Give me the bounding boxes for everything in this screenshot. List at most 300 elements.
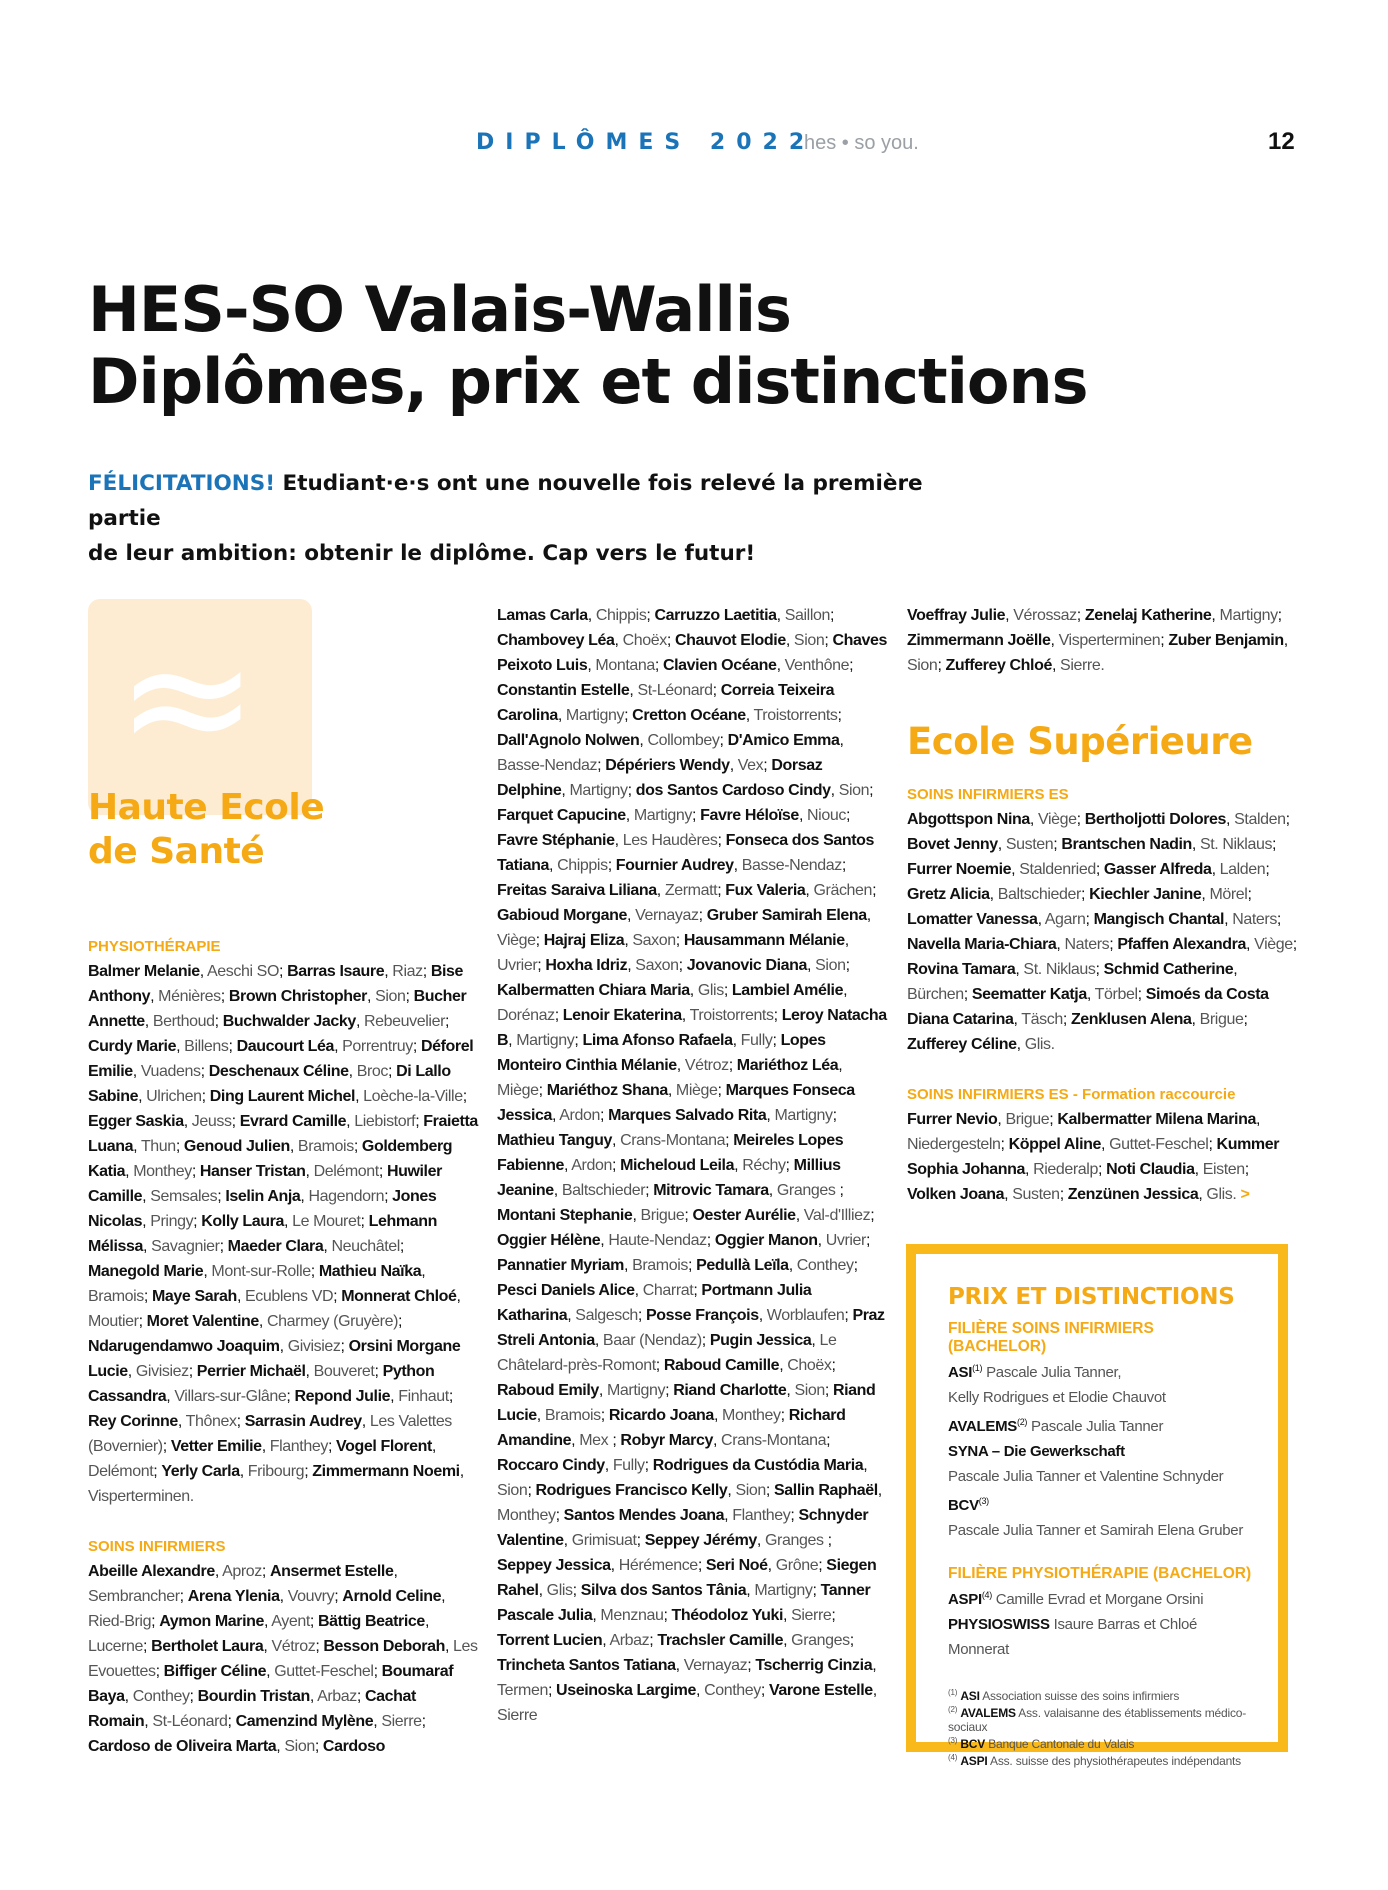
person-location: Ménières <box>158 988 221 1005</box>
person-location: Glis. <box>1024 1036 1055 1053</box>
prix-item <box>948 1583 1254 1612</box>
person-location: Sion <box>735 1482 766 1499</box>
person-name: Schnyder Valentine <box>497 1507 869 1549</box>
person-name: Zimmermann Joëlle <box>907 632 1051 649</box>
person-location: Loèche-la-Ville <box>363 1088 463 1105</box>
person-location: Finhaut <box>398 1388 449 1405</box>
person-location: Martigny <box>774 1107 833 1124</box>
person-name: Gabioud Morgane <box>497 907 628 924</box>
person-name: Lenoir Ekaterina <box>562 1007 682 1024</box>
person-name: Sallin Raphaël <box>774 1482 878 1499</box>
person-name: Gasser Alfreda <box>1103 861 1212 878</box>
person-name: Bourdin Tristan <box>197 1688 310 1705</box>
footnote-abbr: AVALEMS <box>960 1706 1016 1720</box>
person-name: Rodrigues da Custódia Maria <box>652 1457 864 1474</box>
footnote-ref: (2) <box>948 1705 958 1714</box>
person-location: Conthey <box>704 1682 761 1699</box>
person-name: Boumaraf Baya <box>88 1663 454 1705</box>
person-location: Sion <box>284 1738 315 1755</box>
person-location: Brigue <box>1005 1111 1050 1128</box>
person-location: Givisiez <box>287 1338 341 1355</box>
person-location: Vex <box>737 757 764 774</box>
person-location: Martigny <box>754 1582 813 1599</box>
person-location: Martigny <box>633 807 692 824</box>
page-number: 12 <box>1268 128 1295 155</box>
person-name: Barras Isaure <box>287 963 385 980</box>
person-location: Montana <box>595 657 655 674</box>
person-name: Schmid Catherine <box>1103 961 1234 978</box>
person-location: Moutier <box>88 1313 139 1330</box>
person-name: Ndarugendamwo Joaquim <box>88 1338 280 1355</box>
person-location: Delémont <box>88 1463 154 1480</box>
person-location: Sion <box>375 988 406 1005</box>
person-location: Chippis <box>595 607 647 624</box>
person-name: Santos Mendes Joana <box>563 1507 725 1524</box>
person-location: Glis <box>697 982 724 999</box>
person-name: Chauvot Elodie <box>674 632 786 649</box>
person-name: Silva dos Santos Tânia <box>580 1582 747 1599</box>
school-badge <box>88 599 312 815</box>
lead-paragraph <box>88 466 988 571</box>
prix-winners: Pascale Julia Tanner et Samirah Elena Gruber <box>948 1522 1244 1539</box>
person-location: Baltschieder <box>561 1182 646 1199</box>
person-name: Volken Joana <box>907 1186 1005 1203</box>
prix-winners: Kelly Rodrigues et Elodie Chauvot <box>948 1389 1166 1406</box>
person-name: Mathieu Naïka <box>318 1263 422 1280</box>
person-name: Riand Lucie <box>497 1382 876 1424</box>
person-name: Cretton Océane <box>632 707 746 724</box>
more-arrow-icon: > <box>1240 1186 1250 1203</box>
person-location: Jeuss <box>191 1113 232 1130</box>
person-location: Uvrier <box>497 957 538 974</box>
person-location: Les Evouettes <box>88 1638 478 1680</box>
person-location: Naters <box>1232 911 1277 928</box>
footnote-abbr: ASI <box>960 1689 980 1703</box>
es-short-list: Furrer Nevio, Brigue; Kalbermatter Milena Marina, Niedergesteln; Köppel Aline, Guttet-Feschel; Kummer Sophia Johanna, Riederalp; Noti Claudia, Eisten; Volken Joana, Susten; Zenzünen Jessica, Glis. > <box>907 1111 1280 1203</box>
prix-org: AVALEMS <box>948 1418 1018 1435</box>
person-location: Pringy <box>150 1213 194 1230</box>
person-name: Rovina Tamara <box>907 961 1016 978</box>
person-location: Monthey <box>133 1163 192 1180</box>
person-name: Ding Laurent Michel <box>209 1088 356 1105</box>
person-location: Neuchâtel <box>331 1238 400 1255</box>
person-name: Posse François <box>646 1307 759 1324</box>
person-location: Choëx <box>787 1357 832 1374</box>
person-name: Bise Anthony <box>88 963 464 1005</box>
person-location: Mörel <box>1209 886 1248 903</box>
person-name: Bertholjotti Dolores <box>1084 811 1227 828</box>
person-name: Lehmann Mélissa <box>88 1213 437 1255</box>
person-name: Mariéthoz Léa <box>736 1057 839 1074</box>
person-location: Fully <box>740 1032 773 1049</box>
person-location: Baar (Nendaz) <box>602 1332 702 1349</box>
header-brand: hes • so you. <box>804 132 919 154</box>
person-name: Python Cassandra <box>88 1363 435 1405</box>
prix-winners-line <box>948 1385 1254 1410</box>
person-location: Staldenried <box>1019 861 1096 878</box>
person-name: Fraietta Luana <box>88 1113 478 1155</box>
person-name: Mangisch Chantal <box>1093 911 1225 928</box>
person-name: Mathieu Tanguy <box>497 1132 612 1149</box>
person-location: Grächen <box>813 882 873 899</box>
person-name: Cardoso de Oliveira Marta <box>88 1738 277 1755</box>
person-name: Ansermet Estelle <box>270 1563 394 1580</box>
school-title <box>88 786 324 874</box>
person-name: Pedullà Leïla <box>696 1257 789 1274</box>
person-name: Chambovey Léa <box>497 632 615 649</box>
person-location: Chippis <box>557 857 608 874</box>
person-name: Gruber Samirah Elena <box>706 907 867 924</box>
person-location: Haute-Nendaz <box>608 1232 707 1249</box>
person-location: Conthey <box>132 1688 190 1705</box>
page-title-line1: HES-SO Valais-Wallis <box>88 273 791 346</box>
person-name: Favre Héloïse <box>700 807 799 824</box>
person-name: Richard Amandine <box>497 1407 846 1449</box>
prix-winners: Camille Evrad et Morgane Orsini <box>991 1591 1204 1608</box>
person-name: Constantin Estelle <box>497 682 630 699</box>
person-name: Lamas Carla <box>497 607 588 624</box>
person-location: Visperterminen <box>1058 632 1161 649</box>
person-location: Uvrier <box>825 1232 866 1249</box>
person-name: Siegen Rahel <box>497 1557 877 1599</box>
person-location: Savagnier <box>151 1238 220 1255</box>
person-location: Troistorrents <box>689 1007 774 1024</box>
person-name: Trachsler Camille <box>657 1632 784 1649</box>
person-name: Zuber Benjamin <box>1168 632 1284 649</box>
person-location: Aeschi SO <box>207 963 280 980</box>
prix-box <box>906 1244 1288 1768</box>
person-name: Chaves Peixoto Luis <box>497 632 887 674</box>
person-location: Crans-Montana <box>721 1432 827 1449</box>
person-location: Ecublens VD <box>245 1288 334 1305</box>
page-title <box>88 274 1088 418</box>
person-name: Zimmermann Noemi <box>312 1463 460 1480</box>
footnote-text: Ass. valaisanne des établissements médico-sociaux <box>948 1706 1247 1734</box>
es-short-sub: - Formation raccourcie <box>1068 1086 1236 1103</box>
person-location: Sion <box>907 657 938 674</box>
person-location: Bramois <box>632 1257 688 1274</box>
footnote-text: Association suisse des soins infirmiers <box>979 1689 1180 1703</box>
person-name: Di Lallo Sabine <box>88 1063 451 1105</box>
person-name: Repond Julie <box>294 1388 391 1405</box>
person-name: Furrer Nevio <box>907 1111 998 1128</box>
person-location: Miège <box>675 1082 718 1099</box>
person-location: Choëx <box>622 632 667 649</box>
person-location: Termen <box>497 1682 548 1699</box>
person-location: Flanthey <box>732 1507 791 1524</box>
person-location: Berthoud <box>152 1013 215 1030</box>
footnote <box>948 1751 1254 1768</box>
person-name: Hanser Tristan <box>199 1163 306 1180</box>
person-location: Susten <box>1012 1186 1060 1203</box>
prix-winners: Pascale Julia Tanner, <box>982 1364 1122 1381</box>
person-name: Trincheta Santos Tatiana <box>497 1657 676 1674</box>
person-name: Daucourt Léa <box>236 1038 335 1055</box>
person-name: Camenzind Mylène <box>235 1713 374 1730</box>
header-title: DIPLÔMES 2022 <box>476 130 816 155</box>
person-name: Pesci Daniels Alice <box>497 1282 635 1299</box>
person-name: Besson Deborah <box>323 1638 445 1655</box>
person-location: Menznau <box>600 1607 664 1624</box>
person-name: Tanner Pascale Julia <box>497 1582 871 1624</box>
person-location: Brigue <box>640 1207 685 1224</box>
person-name: Lomatter Vanessa <box>907 911 1038 928</box>
person-location: Sierre. <box>1060 657 1105 674</box>
person-location: Bramois <box>544 1407 601 1424</box>
person-name: Leroy Natacha B <box>497 1007 887 1049</box>
person-name: Rey Corinne <box>88 1413 178 1430</box>
person-location: Martigny <box>1219 607 1278 624</box>
wave-icon: ≈ <box>116 599 259 797</box>
person-location: Villars-sur-Glâne <box>174 1388 287 1405</box>
person-name: Maeder Clara <box>227 1238 324 1255</box>
person-name: Monnerat Chloé <box>341 1288 457 1305</box>
person-location: Bramois <box>297 1138 354 1155</box>
person-name: Mariéthoz Shana <box>546 1082 668 1099</box>
person-name: Brantschen Nadin <box>1061 836 1192 853</box>
person-name: Kiechler Janine <box>1089 886 1202 903</box>
person-location: Viège <box>497 932 536 949</box>
soins-list-part2: Lamas Carla, Chippis; Carruzzo Laetitia, Saillon; Chambovey Léa, Choëx; Chauvot Elodie, Sion; Chaves Peixoto Luis, Montana; Clavien Océane, Venthône; Constantin Estelle, St-Léonard; Correia Teixeira Carolina, Martigny; Cretton Océane, Troistorrents; Dall'Agnolo Nolwen, Collombey; D'Amico Emma, Basse-Nendaz; Dépériers Wendy, Vex; Dorsaz Delphine, Martigny; dos Santos Cardoso Cindy, Sion; Farquet Capucine, Martigny; Favre Héloïse, Niouc; Favre Stéphanie, Les Haudères; Fonseca dos Santos Tatiana, Chippis; Fournier Audrey, Basse-Nendaz; Freitas Saraiva Liliana, Zermatt; Fux Valeria, Grächen; Gabioud Morgane, Vernayaz; Gruber Samirah Elena, Viège; Hajraj Eliza, Saxon; Hausammann Mélanie, Uvrier; Hoxha Idriz, Saxon; Jovanovic Diana, Sion; Kalbermatten Chiara Maria, Glis; Lambiel Amélie, Dorénaz; Lenoir Ekaterina, Troistorrents; Leroy Natacha B, Martigny; Lima Afonso Rafaela, Fully; Lopes Monteiro Cinthia Mélanie, Vétroz; Mariéthoz Léa, Miège; Mariéthoz Shana, Miège; Marques Fonseca Jessica, Ardon; Marques Salvado Rita, Martigny; Mathieu Tanguy, Crans-Montana; Meireles Lopes Fabienne, Ardon; Micheloud Leila, Réchy; Millius Jeanine, Baltschieder; Mitrovic Tamara, Granges ; Montani Stephanie, Brigue; Oester Aurélie, Val-d'Illiez; Oggier Hélène, Haute-Nendaz; Oggier Manon, Uvrier; Pannatier Myriam, Bramois; Pedullà Leïla, Conthey; Pesci Daniels Alice, Charrat; Portmann Julia Katharina, Salgesch; Posse François, Worblaufen; Praz Streli Antonia, Baar (Nendaz); Pugin Jessica, Le Châtelard-près-Romont; Raboud Camille, Choëx; Raboud Emily, Martigny; Riand Charlotte, Sion; Riand Lucie, Bramois; Ricardo Joana, Monthey; Richard Amandine, Mex ; Robyr Marcy, Crans-Montana; Roccaro Cindy, Fully; Rodrigues da Custódia Maria, Sion; Rodrigues Francisco Kelly, Sion; Sallin Raphaël, Monthey; Santos Mendes Joana, Flanthey; Schnyder Valentine, Grimisuat; Seppey Jérémy, Granges ; Seppey Jessica, Hérémence; Seri Noé, Grône; Siegen Rahel, Glis; Silva dos Santos Tânia, Martigny; Tanner Pascale Julia, Menznau; Théodoloz Yuki, Sierre; Torrent Lucien, Arbaz; Trachsler Camille, Granges; Trincheta Santos Tatiana, Vernayaz; Tscherrig Cinzia, Termen; Useinoska Largime, Conthey; Varone Estelle, Sierre <box>497 607 887 1724</box>
prix-org: SYNA – Die Gewerkschaft <box>948 1443 1125 1460</box>
person-location: Bouveret <box>313 1363 375 1380</box>
person-location: Martigny <box>606 1382 666 1399</box>
person-name: Zenelaj Katherine <box>1084 607 1212 624</box>
person-location: Broc <box>356 1063 389 1080</box>
person-location: Susten <box>1005 836 1054 853</box>
person-name: Meireles Lopes Fabienne <box>497 1132 844 1174</box>
person-name: Ricardo Joana <box>608 1407 714 1424</box>
person-name: Marques Fonseca Jessica <box>497 1082 855 1124</box>
person-location: Basse-Nendaz <box>497 757 598 774</box>
person-location: Collombey <box>647 732 720 749</box>
person-location: Brigue <box>1199 1011 1244 1028</box>
school-title-line2: de Santé <box>88 831 265 872</box>
prix-item <box>948 1439 1254 1464</box>
person-location: Worblaufen <box>766 1307 845 1324</box>
person-name: Vetter Emilie <box>170 1438 262 1455</box>
person-name: Noti Claudia <box>1106 1161 1195 1178</box>
person-location: Stalden <box>1234 811 1286 828</box>
person-name: Arena Ylenia <box>187 1588 280 1605</box>
person-name: Zufferey Céline <box>907 1036 1017 1053</box>
person-location: Val-d'Illiez <box>803 1207 871 1224</box>
person-name: D'Amico Emma <box>727 732 840 749</box>
person-name: Roccaro Cindy <box>497 1457 605 1474</box>
person-location: Eisten <box>1202 1161 1245 1178</box>
person-location: Niedergesteln <box>907 1136 1001 1153</box>
page-header <box>0 124 1388 164</box>
person-location: Vernayaz <box>635 907 699 924</box>
person-name: Oggier Hélène <box>497 1232 601 1249</box>
person-name: Lopes Monteiro Cinthia Mélanie <box>497 1032 826 1074</box>
person-location: Vétroz <box>271 1638 316 1655</box>
page-title-line2: Diplômes, prix et distinctions <box>88 345 1088 418</box>
prix-item <box>948 1612 1254 1662</box>
person-location: Saxon <box>632 932 676 949</box>
person-location: Zermatt <box>664 882 718 899</box>
person-location: Thun <box>140 1138 176 1155</box>
person-location: Martigny <box>565 707 625 724</box>
prix-winners: Isaure Barras et Chloé Monnerat <box>948 1616 1198 1658</box>
person-location: Vérossaz <box>1013 607 1077 624</box>
person-location: Venthône <box>784 657 850 674</box>
person-name: Manegold Marie <box>88 1263 204 1280</box>
person-location: Billens <box>184 1038 229 1055</box>
footnote-abbr: ASPI <box>960 1754 988 1768</box>
footnote-ref: (3) <box>948 1736 958 1745</box>
footnote-text: Banque Cantonale du Valais <box>985 1737 1135 1751</box>
person-location: Viège <box>1254 936 1293 953</box>
prix-item <box>948 1410 1254 1439</box>
column-1 <box>88 934 478 1759</box>
person-location: Mex <box>579 1432 613 1449</box>
person-location: Troistorrents <box>753 707 838 724</box>
person-name: Fournier Audrey <box>615 857 734 874</box>
lead-accent: FÉLICITATIONS! <box>88 471 276 496</box>
person-location: Glis. <box>1206 1186 1237 1203</box>
section-heading-physio: PHYSIOTHÉRAPIE <box>88 938 221 955</box>
person-name: Cachat Romain <box>88 1688 416 1730</box>
prix-item <box>948 1489 1254 1518</box>
person-name: Déforel Emilie <box>88 1038 474 1080</box>
person-name: Buchwalder Jacky <box>222 1013 356 1030</box>
person-name: Furrer Noemie <box>907 861 1012 878</box>
person-location: Agarn <box>1044 911 1086 928</box>
person-location: St. Niklaus <box>1199 836 1273 853</box>
column-3 <box>907 603 1299 1207</box>
person-location: Salgesch <box>575 1307 638 1324</box>
person-name: Théodoloz Yuki <box>671 1607 783 1624</box>
person-name: Voeffray Julie <box>907 607 1006 624</box>
person-name: Dorsaz Delphine <box>497 757 823 799</box>
prix-org: PHYSIOSWISS <box>948 1616 1050 1633</box>
person-name: Seri Noé <box>705 1557 768 1574</box>
person-location: Ulrichen <box>146 1088 202 1105</box>
footnote <box>948 1703 1254 1734</box>
person-name: Simoés da Costa Diana Catarina <box>907 986 1269 1028</box>
es-short-label: SOINS INFIRMIERS ES <box>907 1086 1069 1103</box>
person-name: Sarrasin Audrey <box>244 1413 362 1430</box>
person-name: Portmann Julia Katharina <box>497 1282 812 1324</box>
person-name: Perrier Michaël <box>196 1363 306 1380</box>
person-name: Deschenaux Céline <box>208 1063 349 1080</box>
prix-org: BCV <box>948 1497 979 1514</box>
person-location: Grimisuat <box>571 1532 637 1549</box>
person-name: Cardoso <box>322 1738 386 1755</box>
person-name: Raboud Emily <box>497 1382 599 1399</box>
person-name: Lambiel Amélie <box>731 982 844 999</box>
person-name: Tscherrig Cinzia <box>755 1657 873 1674</box>
person-name: Iselin Anja <box>225 1188 301 1205</box>
lead-text: Etudiant·e·s ont une nouvelle fois relevé la première partie <box>88 471 923 531</box>
person-name: Marques Salvado Rita <box>608 1107 767 1124</box>
person-name: Zenzünen Jessica <box>1067 1186 1199 1203</box>
person-name: Bucher Annette <box>88 988 467 1030</box>
person-name: Carruzzo Laetitia <box>654 607 777 624</box>
person-name: Millius Jeanine <box>497 1157 841 1199</box>
person-name: Arnold Celine <box>342 1588 442 1605</box>
person-location: Conthey <box>796 1257 854 1274</box>
person-location: Glis <box>546 1582 573 1599</box>
person-location: Ayent <box>271 1613 310 1630</box>
person-location: Porrentruy <box>342 1038 413 1055</box>
prix-org-ref: (1) <box>972 1363 983 1373</box>
person-name: Seppey Jessica <box>497 1557 611 1574</box>
person-name: Pugin Jessica <box>709 1332 812 1349</box>
person-name: Pfaffen Alexandra <box>1117 936 1246 953</box>
person-location: Vouvry <box>287 1588 335 1605</box>
person-location: Flanthey <box>269 1438 328 1455</box>
person-location: Charmey (Gruyère) <box>267 1313 399 1330</box>
person-location: Fully <box>612 1457 645 1474</box>
person-name: Hajraj Eliza <box>543 932 625 949</box>
person-name: Mitrovic Tamara <box>653 1182 769 1199</box>
person-name: Abgottspon Nina <box>907 811 1030 828</box>
person-name: Curdy Marie <box>88 1038 177 1055</box>
prix-section-soins: FILIÈRE SOINS INFIRMIERS (BACHELOR) <box>948 1320 1154 1355</box>
person-name: Vogel Florent <box>336 1438 432 1455</box>
school-title-line1: Haute Ecole <box>88 787 325 828</box>
person-location: Monthey <box>722 1407 781 1424</box>
person-name: Fux Valeria <box>725 882 806 899</box>
person-location: Lalden <box>1219 861 1266 878</box>
person-name: Egger Saskia <box>88 1113 184 1130</box>
person-name: Freitas Saraiva Liliana <box>497 882 657 899</box>
person-name: Farquet Capucine <box>497 807 626 824</box>
person-location: Baltschieder <box>997 886 1081 903</box>
person-name: Montani Stephanie <box>497 1207 633 1224</box>
person-name: Maye Sarah <box>151 1288 237 1305</box>
person-name: Biffiger Céline <box>163 1663 267 1680</box>
prix-winners: Pascale Julia Tanner <box>1027 1418 1164 1435</box>
footnotes <box>948 1686 1254 1768</box>
person-location: Fribourg <box>247 1463 305 1480</box>
person-name: Abeille Alexandre <box>88 1563 215 1580</box>
school-title-es: Ecole Supérieure <box>907 720 1253 763</box>
section-heading-soins: SOINS INFIRMIERS <box>88 1538 226 1555</box>
person-location: Saillon <box>784 607 830 624</box>
person-name: Correia Teixeira Carolina <box>497 682 835 724</box>
person-location: Martigny <box>569 782 628 799</box>
person-location: St-Léonard <box>637 682 713 699</box>
person-location: Saxon <box>635 957 679 974</box>
person-name: Balmer Melanie <box>88 963 200 980</box>
person-location: Niouc <box>807 807 846 824</box>
person-name: Kolly Laura <box>201 1213 284 1230</box>
person-location: Vétroz <box>684 1057 729 1074</box>
person-location: Les Haudères <box>622 832 718 849</box>
person-location: Bramois <box>88 1288 144 1305</box>
prix-winners-line <box>948 1464 1254 1489</box>
person-location: Le Châtelard-près-Romont <box>497 1332 837 1374</box>
person-name: Goldemberg Katia <box>88 1138 453 1180</box>
person-name: Pannatier Myriam <box>497 1257 624 1274</box>
person-name: Torrent Lucien <box>497 1632 603 1649</box>
person-location: Réchy <box>742 1157 786 1174</box>
prix-winners: Pascale Julia Tanner et Valentine Schnyder <box>948 1468 1224 1485</box>
person-location: Les Valettes (Bovernier) <box>88 1413 452 1455</box>
person-name: Clavien Océane <box>662 657 777 674</box>
person-location: Liebistorf <box>354 1113 416 1130</box>
prix-winners-line <box>948 1518 1254 1543</box>
soins-list-part1: Abeille Alexandre, Aproz; Ansermet Estelle, Sembrancher; Arena Ylenia, Vouvry; Arnold Celine, Ried-Brig; Aymon Marine, Ayent; Bättig Beatrice, Lucerne; Bertholet Laura, Vétroz; Besson Deborah, Les Evouettes; Biffiger Céline, Guttet-Feschel; Boumaraf Baya, Conthey; Bourdin Tristan, Arbaz; Cachat Romain, St-Léonard; Camenzind Mylène, Sierre; Cardoso de Oliveira Marta, Sion; Cardoso <box>88 1563 478 1755</box>
prix-section-physio: FILIÈRE PHYSIOTHÉRAPIE (BACHELOR) <box>948 1565 1252 1582</box>
person-location: Törbel <box>1094 986 1138 1003</box>
person-location: Bürchen <box>907 986 964 1003</box>
person-name: Oggier Manon <box>714 1232 818 1249</box>
person-name: Hoxha Idriz <box>545 957 628 974</box>
